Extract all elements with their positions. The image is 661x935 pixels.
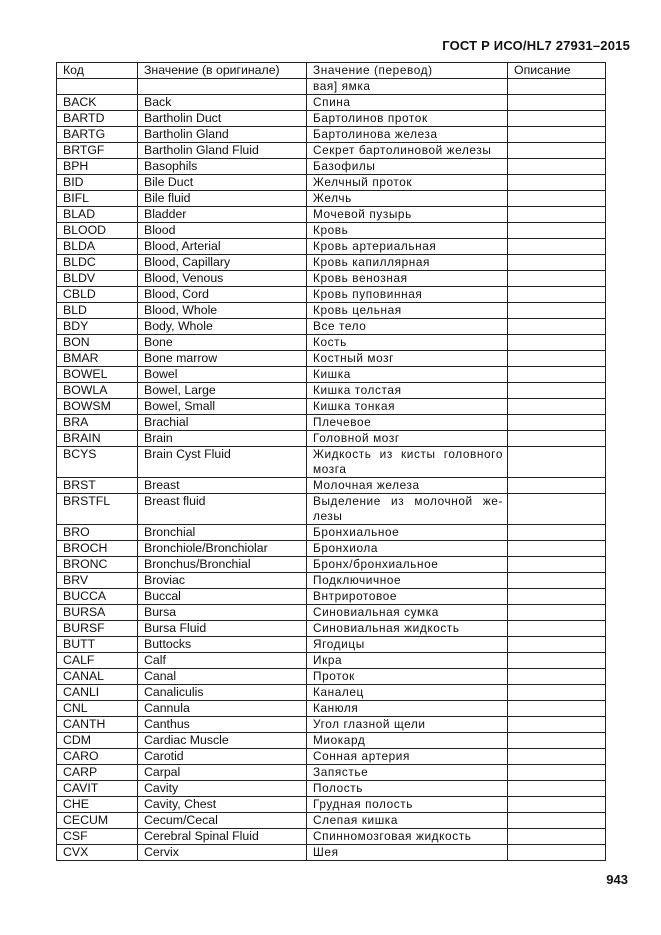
table-row (57, 478, 606, 494)
table-row (57, 525, 606, 541)
cell-description (508, 589, 606, 605)
cell-code: BMAR (57, 351, 138, 367)
cell-description (508, 191, 606, 207)
cell-original: Back (138, 95, 307, 111)
table-row (57, 271, 606, 287)
cell-original: Breast (138, 478, 307, 494)
cell-original: Carpal (138, 765, 307, 781)
table-row (57, 605, 606, 621)
table-row (57, 669, 606, 685)
cell-code: BRA (57, 415, 138, 431)
cell-code: BRST (57, 478, 138, 494)
cell-description (508, 127, 606, 143)
cell-code: CDM (57, 733, 138, 749)
table-row (57, 239, 606, 255)
table-row (57, 399, 606, 415)
cell-translation: Икра (307, 653, 508, 669)
cell-description (508, 765, 606, 781)
cell-code: CARP (57, 765, 138, 781)
cell-code: BOWSM (57, 399, 138, 415)
cell-code: BON (57, 335, 138, 351)
cell-translation: Кость (307, 335, 508, 351)
cell-original: Body, Whole (138, 319, 307, 335)
cell-description (508, 845, 606, 861)
cell-code: BIFL (57, 191, 138, 207)
cell-original: Canal (138, 669, 307, 685)
table-row (57, 351, 606, 367)
table-row (57, 143, 606, 159)
code-table (56, 62, 606, 861)
table-row (57, 717, 606, 733)
cell-description (508, 383, 606, 399)
cell-description (508, 637, 606, 653)
cell-code: BURSA (57, 605, 138, 621)
cell-translation: Грудная полость (307, 797, 508, 813)
cell-original: Brain Cyst Fluid (138, 447, 307, 478)
cell-code: BLAD (57, 207, 138, 223)
cell-original: Blood, Arterial (138, 239, 307, 255)
cell-original: Buttocks (138, 637, 307, 653)
cell-translation: Мочевой пузырь (307, 207, 508, 223)
cell-description (508, 303, 606, 319)
cell-translation: Спина (307, 95, 508, 111)
cell-translation: Кровь капиллярная (307, 255, 508, 271)
cell-code: BLDA (57, 239, 138, 255)
cell-original: Bile fluid (138, 191, 307, 207)
cell-translation: Кровь цельная (307, 303, 508, 319)
cell-description (508, 223, 606, 239)
cell-original: Cerebral Spinal Fluid (138, 829, 307, 845)
document-header: ГОСТ Р ИСО/HL7 27931–2015 (442, 38, 630, 53)
cell-original: Blood, Whole (138, 303, 307, 319)
cell-code: CHE (57, 797, 138, 813)
cell-translation: Внтриротовое (307, 589, 508, 605)
cell-code: CARO (57, 749, 138, 765)
table-row (57, 127, 606, 143)
cell-code: CECUM (57, 813, 138, 829)
cell-description (508, 335, 606, 351)
table-row (57, 287, 606, 303)
cell-code: BRAIN (57, 431, 138, 447)
table-row (57, 797, 606, 813)
cell-description (508, 733, 606, 749)
cell-original: Bronchiole/Bronchiolar (138, 541, 307, 557)
cell-translation: Базофилы (307, 159, 508, 175)
cell-code: CAVIT (57, 781, 138, 797)
cell-original: Bowel (138, 367, 307, 383)
table-row (57, 829, 606, 845)
cell-description (508, 319, 606, 335)
table-row (57, 701, 606, 717)
cell-description (508, 478, 606, 494)
cell-original: Bone marrow (138, 351, 307, 367)
cell-description (508, 367, 606, 383)
cell-translation: Молочная железа (307, 478, 508, 494)
cell-original: Basophils (138, 159, 307, 175)
cell-code: BACK (57, 95, 138, 111)
cell-code: CANAL (57, 669, 138, 685)
cell-code: BRTGF (57, 143, 138, 159)
cell-description (508, 415, 606, 431)
cell-code: BID (57, 175, 138, 191)
cell-original: Bile Duct (138, 175, 307, 191)
cell-description (508, 797, 606, 813)
column-header-original: Значение (в оригинале) (138, 63, 307, 79)
cell-translation: Ягодицы (307, 637, 508, 653)
table-row (57, 431, 606, 447)
cell-original: Cervix (138, 845, 307, 861)
cell-original: Carotid (138, 749, 307, 765)
table-row (57, 383, 606, 399)
cell-translation: Выделение из молочной же-лезы (307, 494, 508, 525)
cell-translation: Головной мозг (307, 431, 508, 447)
cell-description (508, 605, 606, 621)
cell-translation: Полость (307, 781, 508, 797)
cell-code: BCYS (57, 447, 138, 478)
cell-original: Cannula (138, 701, 307, 717)
page-number: 943 (606, 872, 628, 887)
cell-original: Broviac (138, 573, 307, 589)
cell-description (508, 111, 606, 127)
cell-code: BRV (57, 573, 138, 589)
cell-code: BARTG (57, 127, 138, 143)
cell-description (508, 79, 606, 95)
cell-code: CANTH (57, 717, 138, 733)
table-body (57, 79, 606, 861)
table-row (57, 765, 606, 781)
cell-translation: Каналец (307, 685, 508, 701)
cell-original: Brachial (138, 415, 307, 431)
cell-translation: Канюля (307, 701, 508, 717)
cell-original: Canthus (138, 717, 307, 733)
cell-original: Blood, Venous (138, 271, 307, 287)
cell-code: BROCH (57, 541, 138, 557)
table-row (57, 159, 606, 175)
cell-original: Bronchus/Bronchial (138, 557, 307, 573)
cell-translation: Спинномозговая жидкость (307, 829, 508, 845)
cell-description (508, 749, 606, 765)
cell-description (508, 653, 606, 669)
cell-code: CBLD (57, 287, 138, 303)
cell-code: CANLI (57, 685, 138, 701)
cell-description (508, 351, 606, 367)
cell-translation: Желчь (307, 191, 508, 207)
cell-translation: Миокард (307, 733, 508, 749)
cell-original: Bladder (138, 207, 307, 223)
cell-original: Bursa (138, 605, 307, 621)
column-header-translation: Значение (перевод) (307, 63, 508, 79)
cell-original: Bowel, Large (138, 383, 307, 399)
cell-code: BPH (57, 159, 138, 175)
cell-original: Bowel, Small (138, 399, 307, 415)
cell-code: BRONC (57, 557, 138, 573)
cell-code (57, 79, 138, 95)
cell-code: BLOOD (57, 223, 138, 239)
cell-code: BDY (57, 319, 138, 335)
table-row (57, 79, 606, 95)
cell-original: Brain (138, 431, 307, 447)
table-row (57, 319, 606, 335)
table-row (57, 685, 606, 701)
cell-translation: Кровь пуповинная (307, 287, 508, 303)
cell-description (508, 525, 606, 541)
table-row (57, 335, 606, 351)
cell-description (508, 447, 606, 478)
table-row (57, 111, 606, 127)
cell-description (508, 159, 606, 175)
cell-description (508, 573, 606, 589)
table-row (57, 255, 606, 271)
cell-code: BLDC (57, 255, 138, 271)
cell-original: Blood, Cord (138, 287, 307, 303)
cell-translation: Кишка (307, 367, 508, 383)
cell-description (508, 399, 606, 415)
cell-translation: Бартолинова железа (307, 127, 508, 143)
cell-translation: Проток (307, 669, 508, 685)
cell-original (138, 79, 307, 95)
cell-translation: Подключичное (307, 573, 508, 589)
cell-description (508, 829, 606, 845)
cell-translation: Запястье (307, 765, 508, 781)
cell-translation: Бронх/бронхиальное (307, 557, 508, 573)
cell-description (508, 621, 606, 637)
cell-description (508, 701, 606, 717)
table-row (57, 781, 606, 797)
table-row (57, 541, 606, 557)
cell-translation: Бартолинов проток (307, 111, 508, 127)
table-header-row (57, 63, 606, 79)
cell-description (508, 557, 606, 573)
column-header-description: Описание (508, 63, 606, 79)
cell-translation: вая] ямка (307, 79, 508, 95)
table-row (57, 223, 606, 239)
cell-code: CNL (57, 701, 138, 717)
cell-translation: Секрет бартолиновой железы (307, 143, 508, 159)
cell-translation: Плечевое (307, 415, 508, 431)
cell-description (508, 175, 606, 191)
cell-original: Cavity (138, 781, 307, 797)
cell-translation: Кровь венозная (307, 271, 508, 287)
cell-code: BOWLA (57, 383, 138, 399)
table-row (57, 845, 606, 861)
cell-translation: Синовиальная жидкость (307, 621, 508, 637)
cell-original: Blood (138, 223, 307, 239)
cell-code: BRO (57, 525, 138, 541)
table-row (57, 303, 606, 319)
table-row (57, 367, 606, 383)
cell-original: Bursa Fluid (138, 621, 307, 637)
cell-translation: Жидкость из кисты головного мозга (307, 447, 508, 478)
table-row (57, 637, 606, 653)
cell-original: Bronchial (138, 525, 307, 541)
table-row (57, 415, 606, 431)
cell-original: Cavity, Chest (138, 797, 307, 813)
cell-translation: Бронхиальное (307, 525, 508, 541)
cell-code: CVX (57, 845, 138, 861)
cell-description (508, 494, 606, 525)
table-row (57, 207, 606, 223)
cell-code: BUTT (57, 637, 138, 653)
cell-description (508, 271, 606, 287)
cell-description (508, 431, 606, 447)
cell-original: Breast fluid (138, 494, 307, 525)
cell-original: Calf (138, 653, 307, 669)
cell-description (508, 255, 606, 271)
cell-code: BOWEL (57, 367, 138, 383)
table-row (57, 813, 606, 829)
cell-original: Cardiac Muscle (138, 733, 307, 749)
cell-translation: Кишка тонкая (307, 399, 508, 415)
cell-translation: Кишка толстая (307, 383, 508, 399)
cell-code: BURSF (57, 621, 138, 637)
table-row (57, 653, 606, 669)
cell-original: Blood, Capillary (138, 255, 307, 271)
table-row (57, 749, 606, 765)
cell-original: Bone (138, 335, 307, 351)
cell-translation: Кровь (307, 223, 508, 239)
cell-translation: Костный мозг (307, 351, 508, 367)
cell-translation: Синовиальная сумка (307, 605, 508, 621)
cell-translation: Бронхиола (307, 541, 508, 557)
table-row (57, 494, 606, 525)
cell-translation: Желчный проток (307, 175, 508, 191)
cell-original: Cecum/Cecal (138, 813, 307, 829)
table-row (57, 95, 606, 111)
table-row (57, 621, 606, 637)
table-row (57, 589, 606, 605)
cell-code: CALF (57, 653, 138, 669)
cell-description (508, 717, 606, 733)
cell-description (508, 685, 606, 701)
cell-description (508, 813, 606, 829)
cell-description (508, 669, 606, 685)
cell-original: Bartholin Gland Fluid (138, 143, 307, 159)
cell-original: Bartholin Gland (138, 127, 307, 143)
cell-code: BLD (57, 303, 138, 319)
table-row (57, 733, 606, 749)
table-row (57, 175, 606, 191)
cell-description (508, 541, 606, 557)
cell-translation: Слепая кишка (307, 813, 508, 829)
cell-description (508, 95, 606, 111)
cell-translation: Все тело (307, 319, 508, 335)
table-row (57, 191, 606, 207)
cell-description (508, 287, 606, 303)
cell-description (508, 781, 606, 797)
cell-translation: Угол глазной щели (307, 717, 508, 733)
cell-translation: Кровь артериальная (307, 239, 508, 255)
cell-original: Canaliculis (138, 685, 307, 701)
column-header-code: Код (57, 63, 138, 79)
cell-original: Buccal (138, 589, 307, 605)
table-row (57, 557, 606, 573)
cell-translation: Шея (307, 845, 508, 861)
cell-translation: Сонная артерия (307, 749, 508, 765)
cell-code: BRSTFL (57, 494, 138, 525)
cell-original: Bartholin Duct (138, 111, 307, 127)
cell-code: BUCCA (57, 589, 138, 605)
table-row (57, 573, 606, 589)
cell-description (508, 207, 606, 223)
cell-description (508, 239, 606, 255)
cell-code: BLDV (57, 271, 138, 287)
table-row (57, 447, 606, 478)
cell-description (508, 143, 606, 159)
cell-code: CSF (57, 829, 138, 845)
cell-code: BARTD (57, 111, 138, 127)
